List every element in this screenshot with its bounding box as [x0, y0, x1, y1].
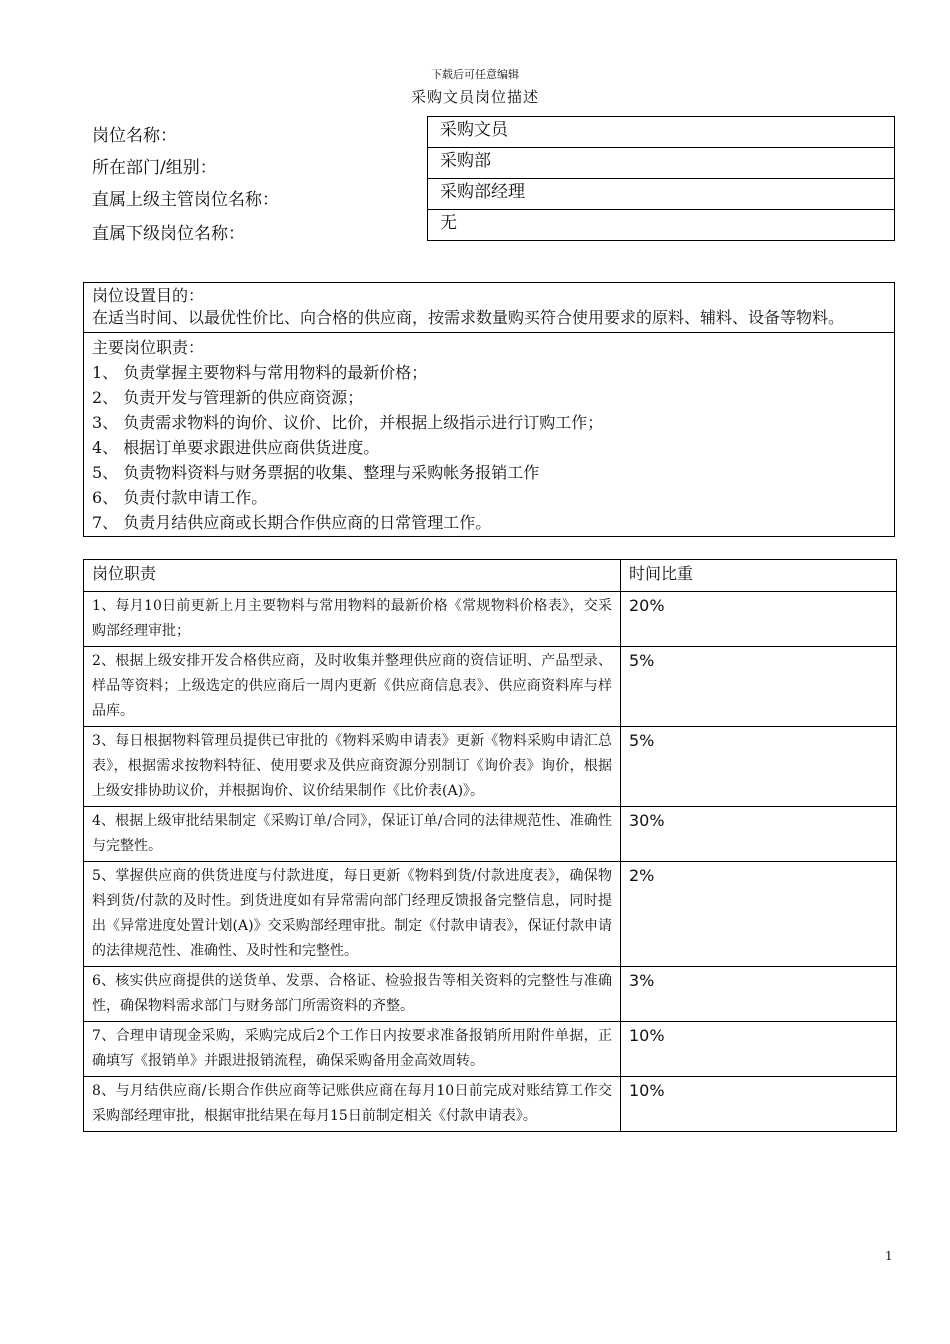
info-label-position: 岗位名称： — [92, 126, 177, 146]
table-row — [84, 647, 897, 727]
duty-description: 6、核实供应商提供的送货单、发票、合格证、检验报告等相关资料的完整性与准确性，确保物料需求部门与财务部门所需资料的齐整。 — [84, 967, 621, 1022]
duty-item: 1、 负责掌握主要物料与常用物料的最新价格； — [92, 363, 428, 382]
job-overview-box — [83, 282, 895, 537]
duty-item: 3、 负责需求物料的询价、议价、比价，并根据上级指示进行订购工作； — [92, 413, 604, 432]
table-row — [84, 727, 897, 807]
info-table — [427, 116, 895, 241]
duties-heading: 主要岗位职责： — [92, 338, 205, 357]
duty-item: 4、 根据订单要求跟进供应商供货进度。 — [92, 438, 380, 457]
time-weight: 5% — [621, 727, 897, 807]
duty-description: 7、合理申请现金采购，采购完成后2个工作日内按要求准备报销所用附件单据，正确填写《报销单》并跟进报销流程，确保采购备用金高效周转。 — [84, 1022, 621, 1077]
duty-item: 6、 负责付款申请工作。 — [92, 488, 268, 507]
info-value-position: 采购文员 — [428, 117, 895, 148]
table-row — [84, 967, 897, 1022]
time-weight: 10% — [621, 1077, 897, 1132]
page-number: 1 — [885, 1249, 893, 1263]
duty-item: 5、 负责物料资料与财务票据的收集、整理与采购帐务报销工作 — [92, 463, 540, 482]
duty-item: 7、 负责月结供应商或长期合作供应商的日常管理工作。 — [92, 513, 492, 532]
duty-description: 5、掌握供应商的供货进度与付款进度，每日更新《物料到货/付款进度表》，确保物料到货/付款的及时性。到货进度如有异常需向部门经理反馈报备完整信息，同时提出《异常进度处置计划(A)》交采购部经理审批。制定《付款申请表》，保证付款申请的法律规范性、准确性、及时性和完整性。 — [84, 862, 621, 967]
table-row — [84, 1077, 897, 1132]
time-weight: 3% — [621, 967, 897, 1022]
time-weight: 20% — [621, 592, 897, 647]
info-value-department: 采购部 — [428, 148, 895, 179]
responsibilities-table — [83, 559, 897, 1132]
duty-description: 8、与月结供应商/长期合作供应商等记账供应商在每月10日前完成对账结算工作交采购部经理审批，根据审批结果在每月15日前制定相关《付款申请表》。 — [84, 1077, 621, 1132]
purpose-heading: 岗位设置目的： — [92, 286, 205, 305]
duty-description: 3、每日根据物料管理员提供已审批的《物料采购申请表》更新《物料采购申请汇总表》，根据需求按物料特征、使用要求及供应商资源分别制订《询价表》询价，根据上级安排协助议价，并根据询价、议价结果制作《比价表(A)》。 — [84, 727, 621, 807]
info-value-supervisor: 采购部经理 — [428, 179, 895, 210]
table-row — [84, 807, 897, 862]
purpose-section — [84, 283, 894, 333]
purpose-text: 在适当时间、以最优性价比、向合格的供应商，按需求数量购买符合使用要求的原料、辅料、设备等物料。 — [92, 308, 845, 327]
table-row — [84, 862, 897, 967]
duties-section — [84, 333, 894, 536]
table-row — [84, 592, 897, 647]
info-label-department: 所在部门/组别： — [92, 158, 217, 178]
info-label-supervisor: 直属上级主管岗位名称： — [92, 190, 279, 210]
time-weight: 2% — [621, 862, 897, 967]
time-weight: 5% — [621, 647, 897, 727]
duty-description: 2、根据上级安排开发合格供应商，及时收集并整理供应商的资信证明、产品型录、样品等资料；上级选定的供应商后一周内更新《供应商信息表》、供应商资料库与样品库。 — [84, 647, 621, 727]
column-header-weight: 时间比重 — [621, 560, 897, 592]
column-header-duty: 岗位职责 — [84, 560, 621, 592]
header-note: 下载后可任意编辑 — [431, 68, 519, 81]
duty-item: 2、 负责开发与管理新的供应商资源； — [92, 388, 364, 407]
info-value-subordinate: 无 — [428, 210, 895, 241]
table-row — [84, 1022, 897, 1077]
time-weight: 30% — [621, 807, 897, 862]
duty-description: 1、每月10日前更新上月主要物料与常用物料的最新价格《常规物料价格表》，交采购部经理审批； — [84, 592, 621, 647]
document-title: 采购文员岗位描述 — [410, 88, 539, 106]
info-label-subordinate: 直属下级岗位名称： — [92, 224, 245, 244]
duty-description: 4、根据上级审批结果制定《采购订单/合同》，保证订单/合同的法律规范性、准确性与完整性。 — [84, 807, 621, 862]
time-weight: 10% — [621, 1022, 897, 1077]
table-header-row — [84, 560, 897, 592]
